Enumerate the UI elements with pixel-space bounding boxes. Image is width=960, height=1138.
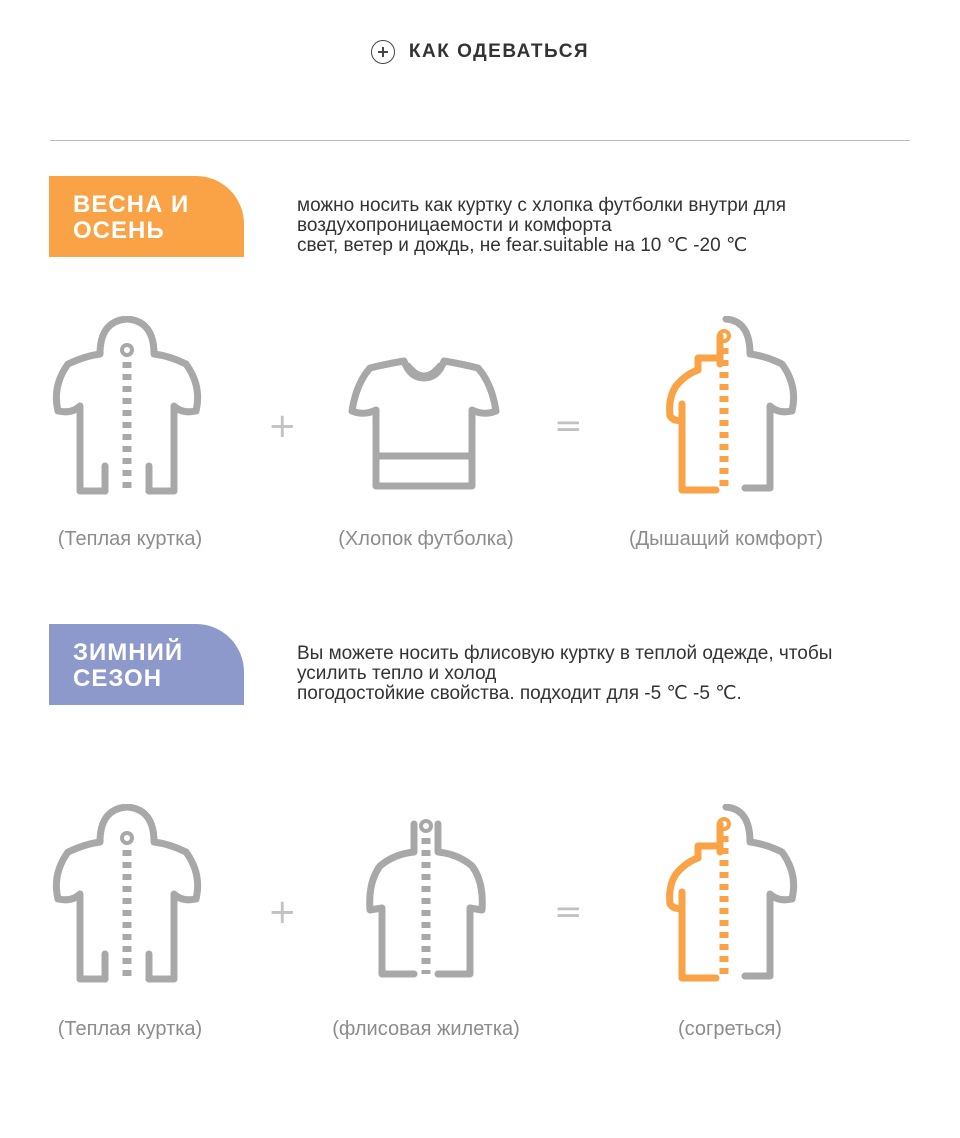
description-line: воздухопроницаемости и комфорта (297, 215, 612, 236)
season-description-winter (297, 644, 907, 704)
hooded-jacket-icon (50, 804, 210, 984)
jacket-combined-icon (646, 316, 806, 496)
season-tag-winter (49, 624, 244, 705)
description-line: свет, ветер и дождь, не fear.suitable на 10 ℃ -20 ℃ (297, 235, 748, 256)
caption: (Теплая куртка) (57, 528, 203, 550)
season-tag-line: ЗИМНИЙ (73, 639, 184, 666)
jacket-combined-icon (646, 804, 806, 984)
equals-sign: = (554, 892, 583, 932)
page-title: КАК ОДЕВАТЬСЯ (408, 41, 590, 62)
plus-circle-icon (371, 40, 395, 64)
plus-sign: + (268, 892, 297, 932)
season-tag-line: СЕЗОН (73, 665, 163, 692)
caption: (Дышащий комфорт) (628, 528, 824, 550)
season-tag-line: ВЕСНА И (73, 191, 190, 218)
equals-sign: = (554, 406, 583, 446)
description-line: погодостойкие свойства. подходит для -5 ℃ -5 ℃. (297, 683, 742, 704)
description-line: можно носить как куртку с хлопка футболки внутри для (297, 195, 787, 216)
divider (50, 140, 910, 141)
caption: (флисовая жилетка) (332, 1018, 520, 1040)
description-line: усилить тепло и холод (297, 663, 497, 684)
plus-sign: + (268, 406, 297, 446)
hooded-jacket-icon (50, 316, 210, 496)
season-description-spring (297, 196, 907, 256)
caption: (согреться) (678, 1018, 782, 1040)
season-tag-spring (49, 176, 244, 257)
caption: (Теплая куртка) (57, 1018, 203, 1040)
t-shirt-icon (346, 316, 506, 496)
fleece-vest-icon (346, 804, 506, 984)
section-header (0, 40, 960, 69)
season-tag-line: ОСЕНЬ (73, 217, 165, 244)
caption: (Хлопок футболка) (338, 528, 514, 550)
description-line: Вы можете носить флисовую куртку в теплой одежде, чтобы (297, 643, 833, 664)
